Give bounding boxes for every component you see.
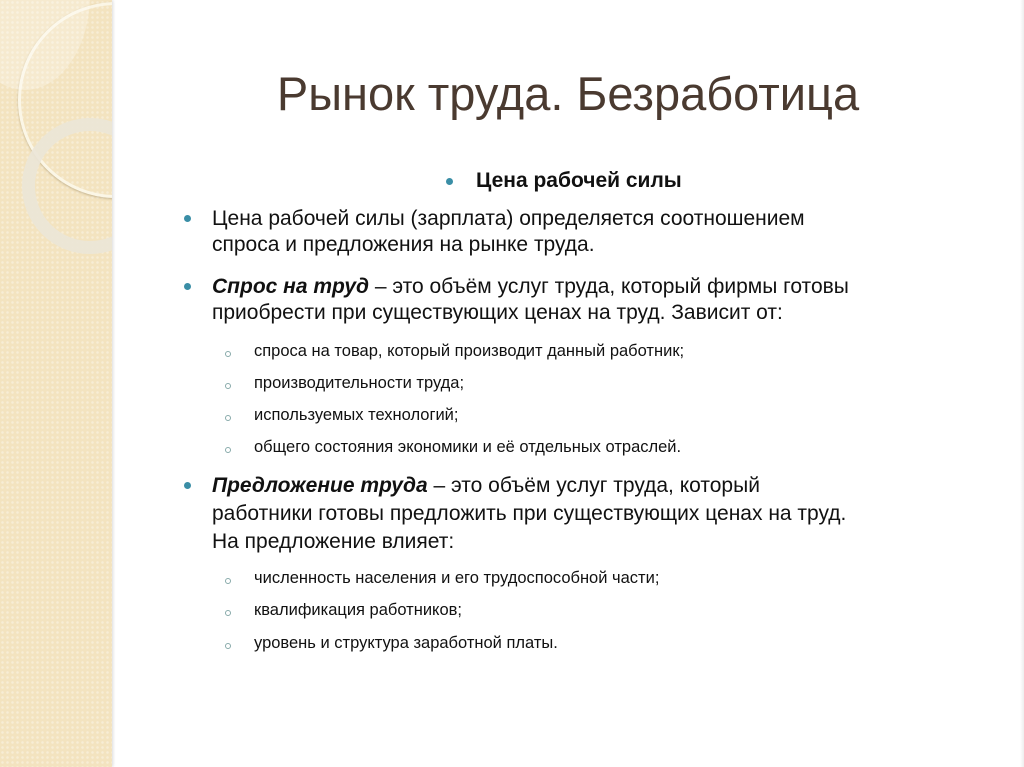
sub-bullet-icon: [225, 415, 231, 421]
paragraph-2-line-1: [212, 274, 849, 300]
supply-factor: численность населения и его трудоспособной части;: [254, 569, 660, 587]
demand-factor: производительности труда;: [254, 374, 465, 392]
paragraph-3-line-2: работники готовы предложить при существующих ценах на труд.: [212, 502, 847, 525]
demand-factor: общего состояния экономики и её отдельных отраслей.: [254, 438, 682, 456]
section-heading: Цена рабочей силы: [476, 169, 682, 192]
bullet-icon: [446, 178, 453, 185]
paragraph-3-text: – это объём услуг труда, который: [427, 474, 760, 497]
paragraph-1-line-1: Цена рабочей силы (зарплата) определяется соотношением: [212, 207, 805, 230]
bullet-icon: [184, 283, 191, 290]
sub-bullet-icon: [225, 643, 231, 649]
term-supply: Предложение труда: [212, 474, 428, 497]
paragraph-2-line-2: приобрести при существующих ценах на труд. Зависит от:: [212, 301, 783, 324]
bullet-icon: [184, 215, 191, 222]
sub-bullet-icon: [225, 383, 231, 389]
paragraph-2-text: – это объём услуг труда, который фирмы готовы: [368, 275, 849, 298]
sub-bullet-icon: [225, 447, 231, 453]
supply-factor: уровень и структура заработной платы.: [254, 634, 558, 652]
paragraph-1-line-2: спроса и предложения на рынке труда.: [212, 233, 595, 256]
term-demand: Спрос на труд: [212, 275, 369, 298]
demand-factor: спроса на товар, который производит данный работник;: [254, 342, 685, 360]
sub-bullet-icon: [225, 610, 231, 616]
supply-factor: квалификация работников;: [254, 601, 462, 619]
sub-bullet-icon: [225, 578, 231, 584]
paragraph-3-line-1: [212, 473, 760, 499]
bullet-icon: [184, 482, 191, 489]
decorative-sidebar: [0, 0, 112, 767]
sub-bullet-icon: [225, 351, 231, 357]
demand-factor: используемых технологий;: [254, 406, 459, 424]
slide-title: Рынок труда. Безработица: [276, 67, 860, 120]
paragraph-3-line-3: На предложение влияет:: [212, 530, 455, 553]
